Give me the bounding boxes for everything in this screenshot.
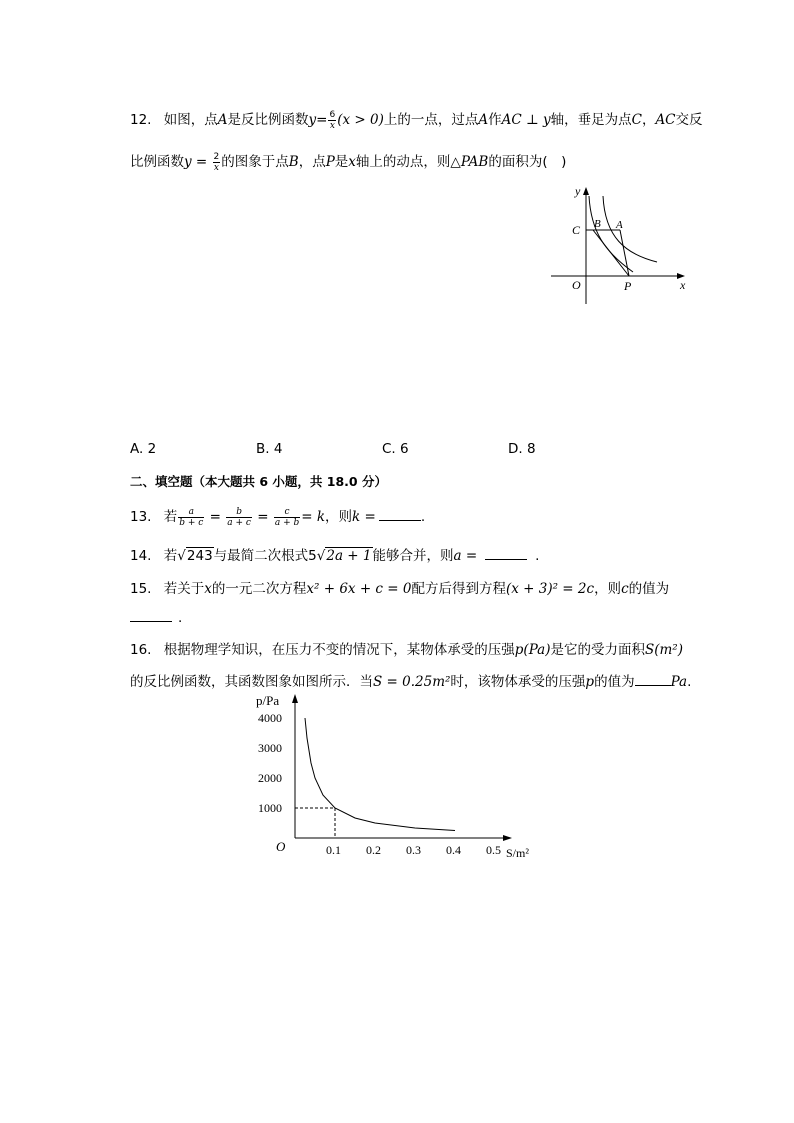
label-O: O [572, 278, 581, 292]
q16-line1: 16. 根据物理学知识，在压力不变的情况下，某物体承受的压强p(Pa)是它的受力面积S(m²) [130, 642, 683, 658]
q13: 13. 若 $\frac{a}{b + c}$ = $\frac{b}{a + c}$ = $\frac{c}{a + b}$ = k，则k = . [130, 506, 426, 528]
answer-blank-16[interactable] [635, 673, 671, 686]
label-y: y [575, 184, 581, 198]
figure-y-arrow [583, 187, 589, 195]
fraction-a: $\frac{a}{b + c}$ [179, 506, 204, 528]
x-tick-label: 0.4 [446, 843, 461, 857]
chart-y-label: p/Pa [256, 693, 280, 708]
option-c[interactable]: C. 6 [382, 441, 409, 457]
answer-blank-13[interactable] [379, 508, 421, 521]
y-tick-label: 2000 [258, 771, 282, 785]
label-A: A [616, 219, 623, 231]
segment-AP [620, 230, 629, 276]
q12-line2: 比例函数y = $\frac{2}{x}$ 的图象于点B，点P是x轴上的动点，则△PAB的面积为( ) [130, 151, 567, 173]
fraction-c: $\frac{c}{a + b}$ [274, 506, 300, 528]
chart-x-label: S/m² [506, 846, 529, 860]
chart-series-line [305, 718, 455, 831]
option-d[interactable]: D. 8 [508, 441, 536, 457]
fraction-2-over-x: $\frac{2}{x}$ [213, 151, 220, 173]
q13-number: 13. [130, 509, 152, 525]
chart-y-arrow [292, 694, 298, 703]
answer-blank-15[interactable] [130, 609, 172, 622]
y-tick-label: 4000 [258, 711, 282, 725]
fraction-b: $\frac{b}{a + c}$ [227, 506, 251, 528]
label-C: C [572, 223, 581, 237]
q16-number: 16. [130, 642, 152, 658]
segment-BP [593, 230, 629, 276]
label-P: P [624, 279, 632, 293]
y-tick-label: 3000 [258, 741, 282, 755]
q12-figure [545, 182, 695, 310]
sqrt-symbol: √ [177, 548, 186, 564]
chart-origin: O [276, 839, 286, 854]
q14: 14. 若√243与最简二次根式5√2a + 1能够合并，则a = . [130, 548, 540, 564]
q16-line2: 的反比例函数，其函数图象如图所示．当S = 0.25m²时，该物体承受的压强p的值为 Pa. [130, 674, 692, 690]
q15-number: 15. [130, 581, 152, 597]
pressure-area-chart [240, 690, 540, 865]
fraction-6-over-x: $\frac{6}{x}$ [329, 109, 336, 131]
answer-blank-14[interactable] [485, 547, 527, 560]
x-tick-label: 0.1 [326, 843, 341, 857]
option-a[interactable]: A. 2 [130, 441, 157, 457]
q14-number: 14. [130, 548, 152, 564]
option-b[interactable]: B. 4 [256, 441, 283, 457]
sqrt-symbol: √ [316, 548, 326, 564]
y-tick-label: 1000 [258, 801, 282, 815]
q12-line1: 12. 如图，点A是反比例函数y= $\frac{6}{x}$ (x > 0)上的一点，过点A作AC ⊥ y轴，垂足为点C，AC交反 [130, 109, 703, 131]
q12-number: 12. [130, 112, 152, 128]
q15-line2: . [130, 609, 182, 626]
x-tick-label: 0.3 [406, 843, 421, 857]
q15-line1: 15. 若关于x的一元二次方程x² + 6x + c = 0配方后得到方程(x + 3)² = 2c，则c的值为 [130, 581, 670, 597]
curve-y-6-over-x [603, 196, 657, 262]
section2-title: 二、填空题（本大题共 6 小题，共 18.0 分） [130, 474, 387, 489]
chart-x-arrow [503, 835, 512, 841]
label-x: x [680, 278, 686, 292]
x-tick-label: 0.2 [366, 843, 381, 857]
x-tick-label: 0.5 [486, 843, 501, 857]
label-B: B [594, 218, 601, 230]
